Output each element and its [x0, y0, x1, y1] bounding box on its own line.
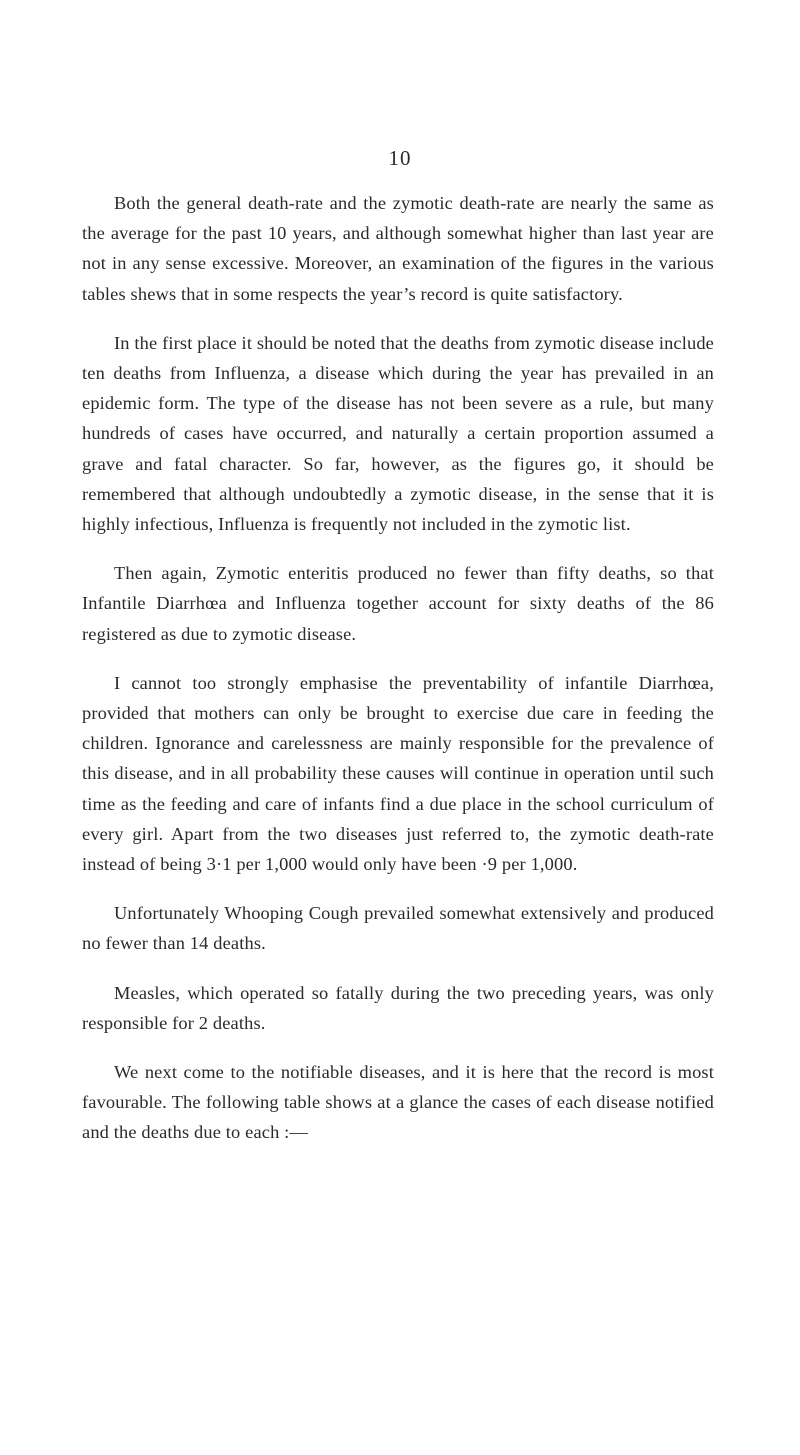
page-number: 10: [388, 146, 412, 170]
body-text: [82, 188, 714, 1167]
paragraph-death-rates: Both the general death-rate and the zymotic death-rate are nearly the same as the average for the past 10 years, and although somewhat higher than last year are not in any sense excessive. Moreover, an examination of the figures in the various tables shews that in some respects the year’s record is quite satisfactory.: [82, 193, 714, 304]
paragraph-influenza: In the first place it should be noted that the deaths from zymotic disease include ten deaths from Influenza, a disease which during the year has prevailed in an epidemic form. The type of the disease has not been severe as a rule, but many hundreds of cases have occurred, and naturally a certain proportion assumed a grave and fatal character. So far, however, as the figures go, it should be remembered that although undoubtedly a zymotic disease, in the sense that it is highly infectious, Influenza is frequently not included in the zymotic list.: [82, 332, 714, 535]
paragraph-whooping-cough: Unfortunately Whooping Cough prevailed somewhat extensively and produced no fewer than 14 deaths.: [82, 903, 714, 954]
paragraph-infantile-diarrhoea: I cannot too strongly emphasise the preventability of infantile Diarrhœa, provided that mothers can only be brought to exercise due care in feeding the children. Ignorance and carelessness are mainly responsible for the prevalence of this disease, and in all probability these causes will continue in operation until such time as the feeding and care of infants find a due place in the school curriculum of every girl. Apart from the two diseases just referred to, the zymotic death-rate instead of being 3·1 per 1,000 would only have been ·9 per 1,000.: [82, 672, 714, 875]
paragraph-notifiable-diseases: We next come to the notifiable diseases, and it is here that the record is most favourable. The following table shows at a glance the cases of each disease notified and the deaths due to each :—: [82, 1062, 714, 1143]
paragraph-zymotic-enteritis: Then again, Zymotic enteritis produced no fewer than fifty deaths, so that Infantile Diarrhœa and Influenza together account for sixty deaths of the 86 registered as due to zymotic disease.: [82, 563, 714, 644]
paragraph-measles: Measles, which operated so fatally during the two preceding years, was only responsible for 2 deaths.: [82, 982, 714, 1033]
